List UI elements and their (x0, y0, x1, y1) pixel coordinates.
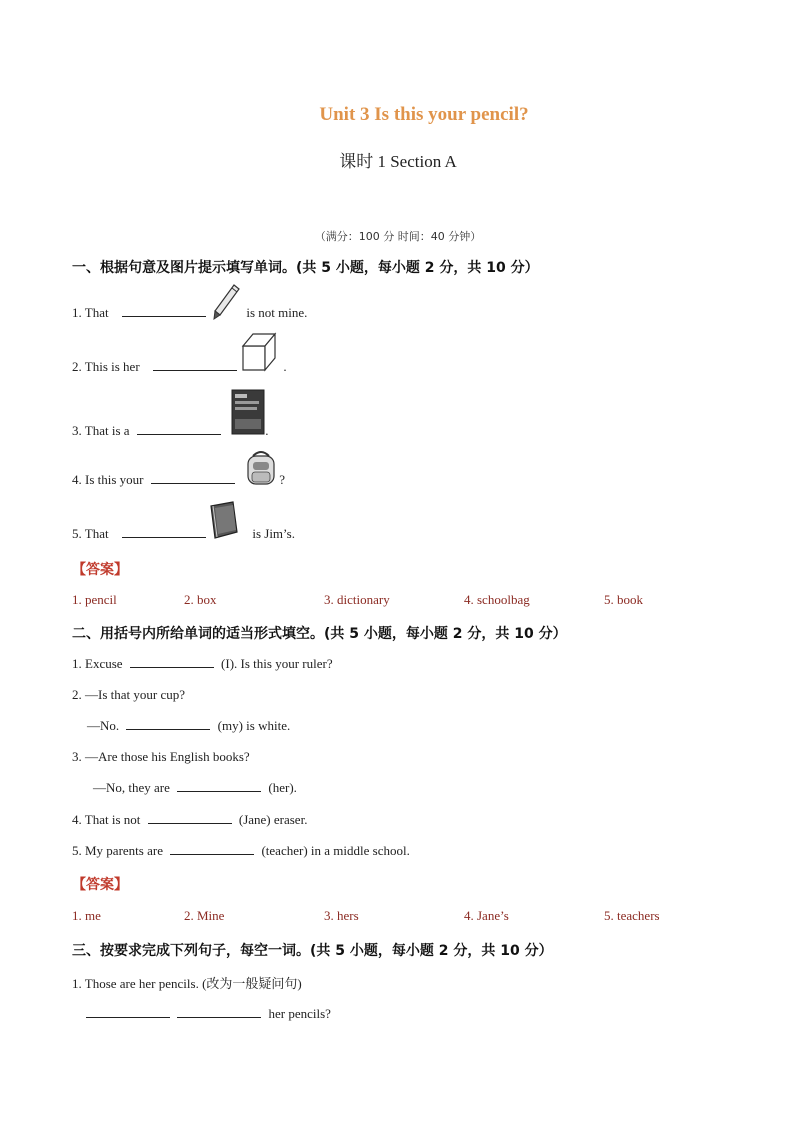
s2-q1-pre: 1. Excuse (72, 656, 123, 671)
s2-question-2b (87, 718, 290, 734)
pencil-icon (212, 283, 242, 321)
s2-q2b-blank[interactable] (126, 718, 210, 730)
section2-heading: 二、用括号内所给单词的适当形式填空。(共 5 小题，每小题 2 分，共 10 分） (72, 626, 567, 642)
s1-answer-3: 3. dictionary (324, 592, 390, 607)
s1-q3-post: . (265, 423, 269, 438)
s1-q4-blank[interactable] (151, 472, 235, 484)
s2-q3b-blank[interactable] (177, 780, 261, 792)
s1-answer-label: 【答案】 (72, 562, 128, 578)
s1-q5-blank[interactable] (122, 526, 206, 538)
s2-question-4 (72, 812, 307, 828)
s2-answer-label: 【答案】 (72, 877, 128, 893)
s1-q1-blank[interactable] (122, 305, 206, 317)
s2-answer-2: 2. Mine (184, 908, 225, 923)
lesson-subtitle: 课时 1 Section A (339, 152, 457, 171)
s1-q4-pre: 4. Is this your (72, 472, 144, 487)
s1-answer-5: 5. book (604, 592, 643, 607)
s1-q2-pre: 2. This is her (72, 359, 140, 374)
s1-q3-blank[interactable] (137, 423, 221, 435)
s1-q5-post: is Jim’s. (252, 526, 295, 541)
s3-question-1b (86, 1006, 331, 1022)
s1-q5-pre: 5. That (72, 526, 109, 541)
s2-q1-post: (I). Is this your ruler? (221, 656, 333, 671)
s2-question-5 (72, 843, 410, 859)
s1-answer-4: 4. schoolbag (464, 592, 530, 607)
s3-q1-blank-2[interactable] (177, 1006, 261, 1018)
s2-question-2a: 2. —Is that your cup? (72, 687, 186, 702)
s1-q1-pre: 1. That (72, 305, 109, 320)
s1-answer-1: 1. pencil (72, 592, 117, 607)
s1-q1-post: is not mine. (246, 305, 308, 320)
s2-q1-blank[interactable] (130, 656, 214, 668)
unit-title: Unit 3 Is this your pencil? (319, 104, 529, 125)
s3-question-1: 1. Those are her pencils. (改为一般疑问句) (72, 976, 302, 991)
s1-answer-2: 2. box (184, 592, 217, 607)
s3-q1-blank-1[interactable] (86, 1006, 170, 1018)
dictionary-icon (231, 389, 265, 435)
s2-q4-pre: 4. That is not (72, 812, 141, 827)
s2-answer-3: 3. hers (324, 908, 359, 923)
s2-q4-blank[interactable] (148, 812, 232, 824)
s2-q5-blank[interactable] (170, 843, 254, 855)
section1-heading: 一、根据句意及图片提示填写单词。(共 5 小题，每小题 2 分，共 10 分） (72, 260, 539, 276)
score-time-info: （满分：100 分 时间：40 分钟） (314, 230, 482, 243)
s2-q2b-post: (my) is white. (217, 718, 291, 733)
book-icon (207, 500, 241, 540)
s2-answer-4: 4. Jane’s (464, 908, 509, 923)
box-icon (241, 332, 279, 372)
s2-question-1 (72, 656, 333, 672)
s2-answer-5: 5. teachers (604, 908, 660, 923)
s2-question-3b (93, 780, 297, 796)
s2-q4-post: (Jane) eraser. (238, 812, 308, 827)
s2-q3b-post: (her). (268, 780, 297, 795)
s1-q2-blank[interactable] (153, 359, 237, 371)
s2-question-3a: 3. —Are those his English books? (72, 749, 250, 764)
s1-question-1 (72, 305, 307, 321)
s1-q3-pre: 3. That is a (72, 423, 130, 438)
s1-q2-post: . (283, 359, 287, 374)
schoolbag-icon (245, 448, 277, 486)
s2-q3b-pre: —No, they are (93, 780, 170, 795)
section3-heading: 三、按要求完成下列句子，每空一词。(共 5 小题，每小题 2 分，共 10 分） (72, 943, 553, 959)
s2-q5-post: (teacher) in a middle school. (261, 843, 410, 858)
s1-q4-post: ? (279, 472, 286, 487)
s1-question-5 (72, 526, 295, 542)
s2-q5-pre: 5. My parents are (72, 843, 163, 858)
s3-q1b-post: her pencils? (268, 1006, 331, 1021)
s2-answer-1: 1. me (72, 908, 101, 923)
s2-q2b-pre: —No. (87, 718, 120, 733)
